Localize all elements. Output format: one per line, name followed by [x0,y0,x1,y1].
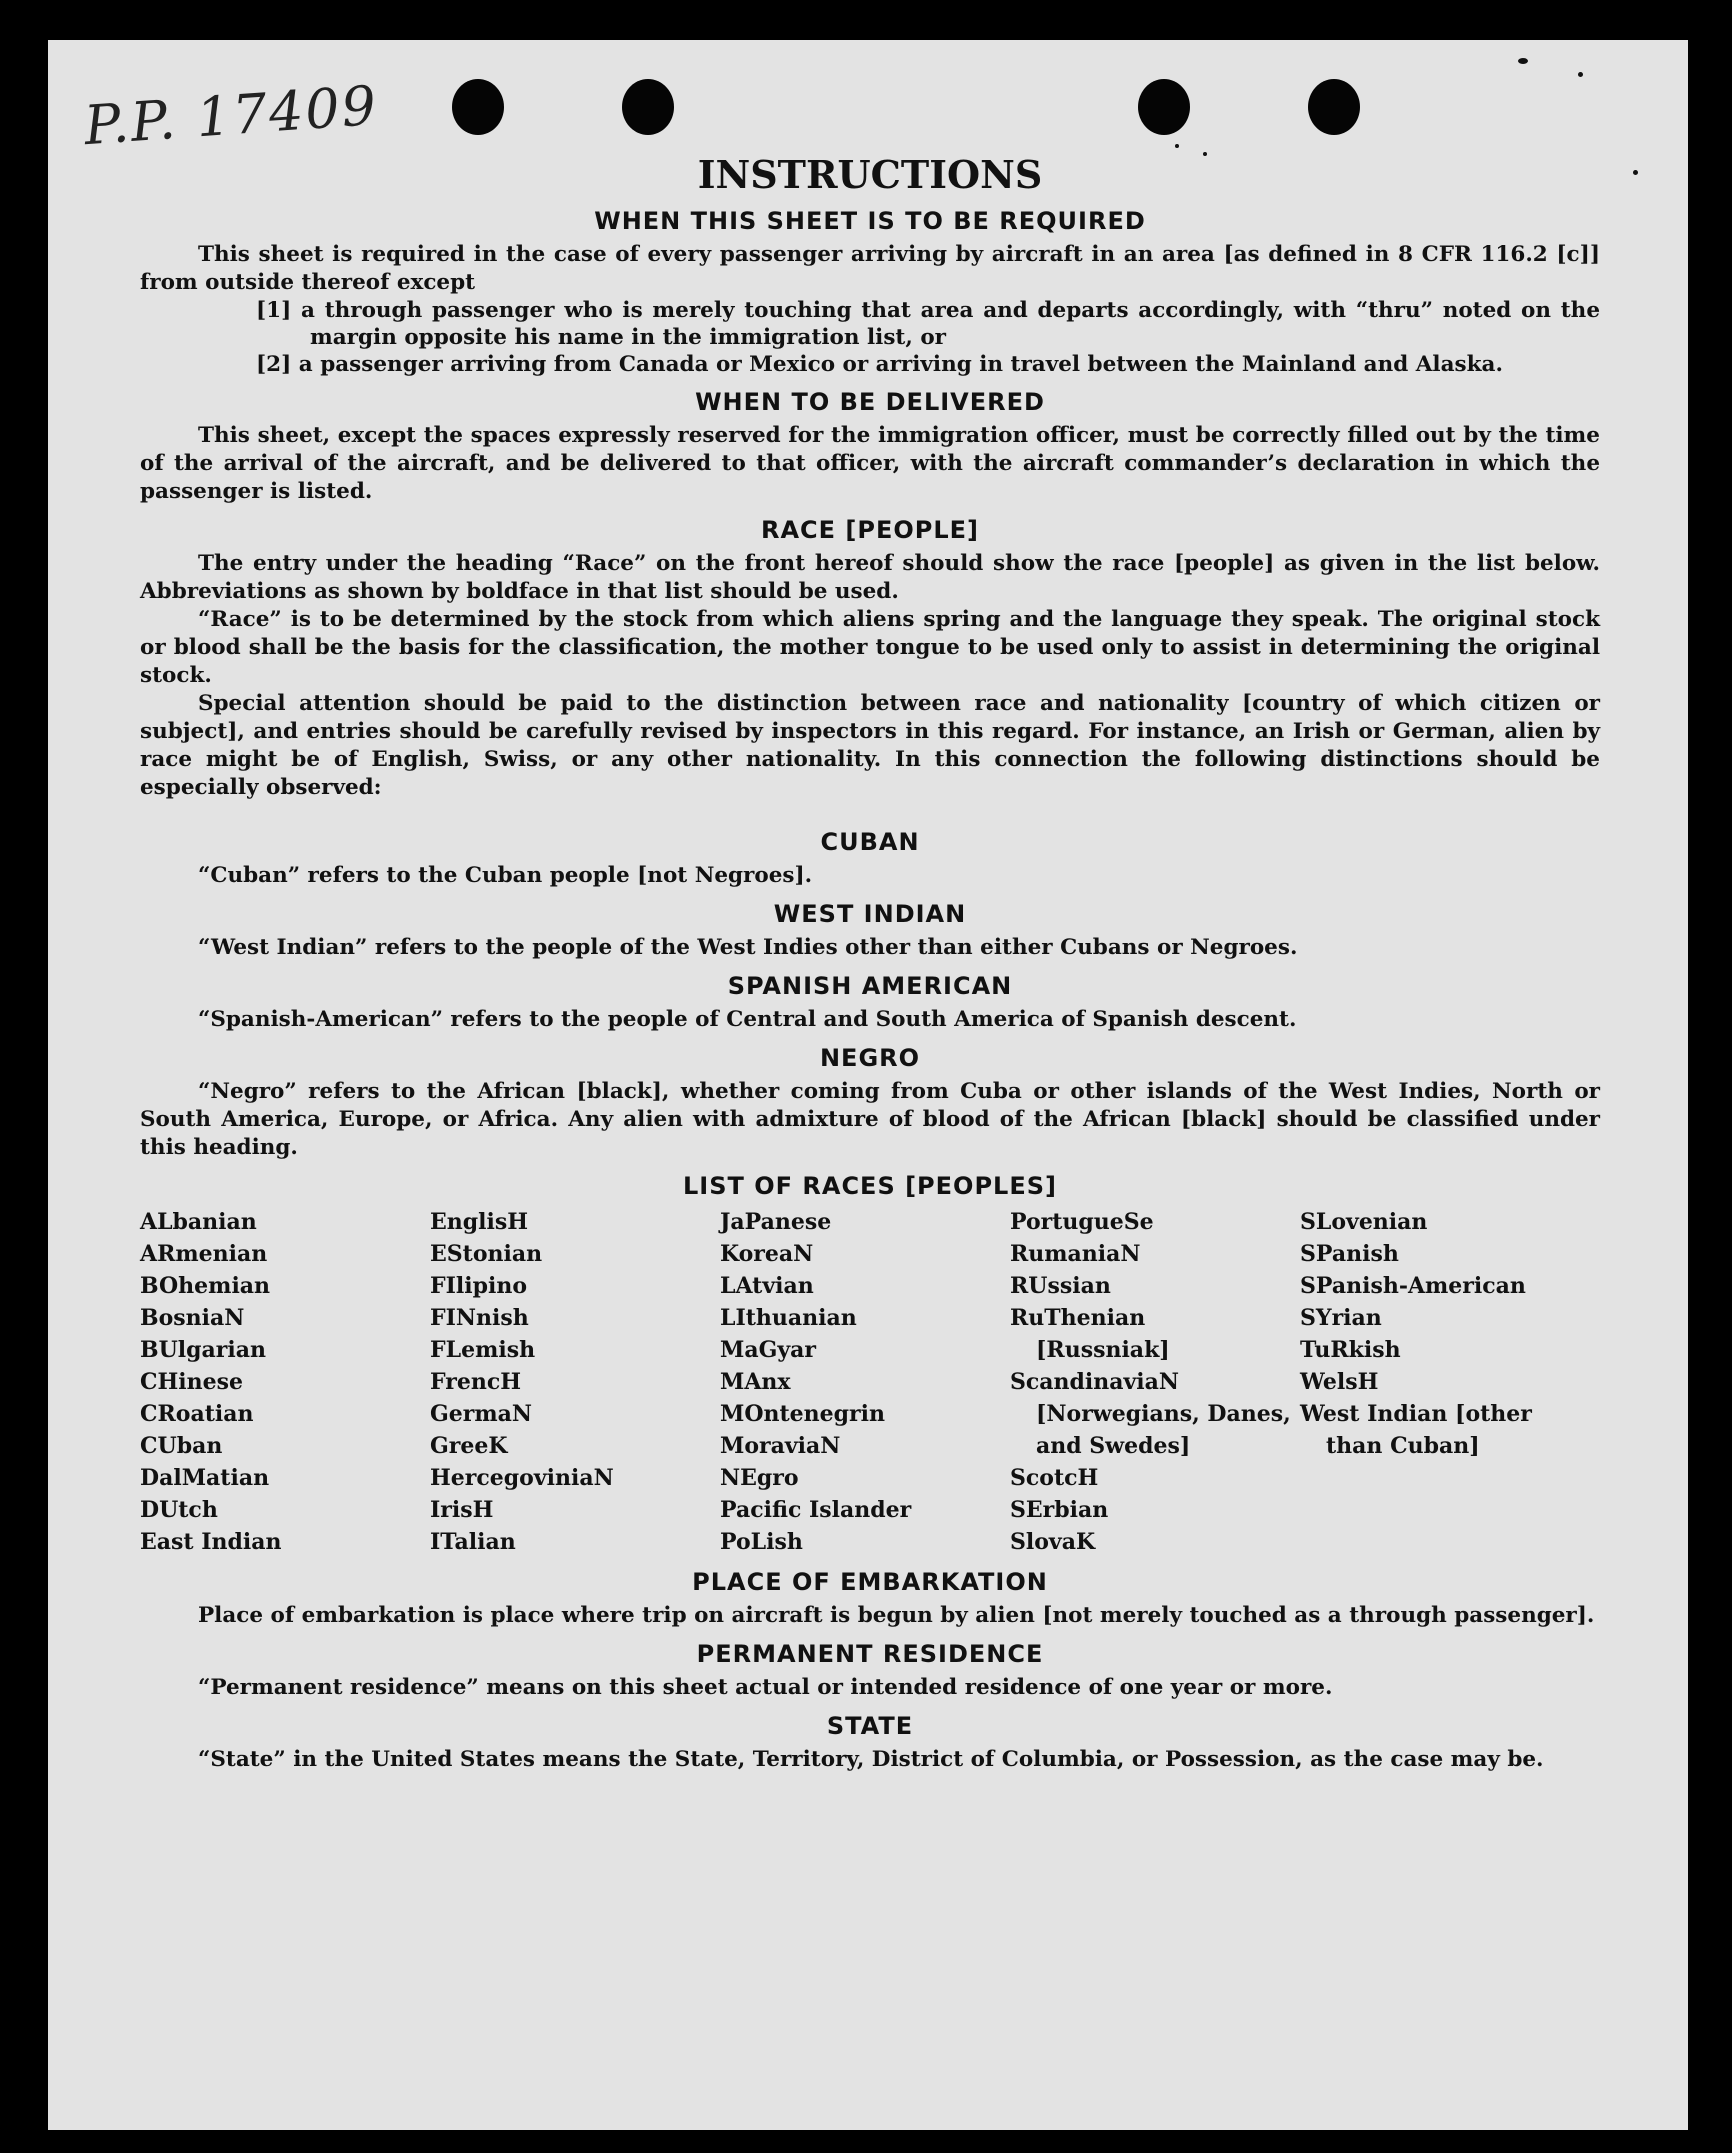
race-entry: TuRkish [1300,1337,1401,1363]
race-entry: PoLish [720,1529,803,1555]
races-column [720,1206,1010,1558]
race-entry: WelsH [1300,1369,1379,1395]
heading-state: STATE [826,1712,914,1740]
race-entry: Pacific Islander [720,1497,912,1523]
ink-speck [1518,58,1528,64]
race-entry: FrencH [430,1369,521,1395]
race-entry: DalMatian [140,1465,270,1491]
races-list [140,1206,1600,1558]
paragraph-race-2: “Race” is to be determined by the stock from which aliens spring and the language they speak. The original stock or blood shall be the basis for the classification, the mother tongue to be used only to assist in determining the original stock. [140,607,1600,688]
race-entry: SlovaK [1010,1529,1096,1555]
race-entry: MOntenegrin [720,1401,885,1427]
heading-west-indian: WEST INDIAN [773,900,967,928]
heading-embarkation: PLACE OF EMBARKATION [692,1568,1048,1596]
document-page [48,40,1688,2130]
heading-spanish-american: SPANISH AMERICAN [727,972,1013,1000]
race-entry: GreeK [430,1433,508,1459]
race-entry: SErbian [1010,1497,1109,1523]
races-column [140,1206,430,1558]
race-entry: West Indian [other than Cuban] [1300,1401,1532,1459]
race-entry: SYrian [1300,1305,1382,1331]
punch-hole [452,79,504,135]
race-entry: PortugueSe [1010,1209,1154,1235]
paragraph-race-1: The entry under the heading “Race” on the front hereof should show the race [people] as given in the list below. Abbreviations as shown by boldface in that list should be used. [140,551,1600,604]
handwritten-file-number: P.P. 17409 [82,73,380,158]
exception-item-2: [2] a passenger arriving from Canada or Mexico or arriving in travel between the Mainland and Alaska. [256,352,1503,377]
heading-permanent-residence: PERMANENT RESIDENCE [696,1640,1044,1668]
race-entry: DUtch [140,1497,218,1523]
race-entry: BUlgarian [140,1337,266,1363]
paragraph-race-3: Special attention should be paid to the distinction between race and nationality [country of which citizen or subject], and entries should be carefully revised by inspectors in this regard. For instance, an Irish or German, alien by race might be of English, Swiss, or any other nationality. In this connection the following distinctions should be especially observed: [140,691,1600,800]
paragraph-cuban: “Cuban” refers to the Cuban people [not Negroes]. [198,863,813,888]
race-entry: SPanish [1300,1241,1399,1267]
race-entry: ALbanian [140,1209,257,1235]
heading-when-required: WHEN THIS SHEET IS TO BE REQUIRED [594,207,1146,235]
race-entry: BosniaN [140,1305,245,1331]
race-entry: FIlipino [430,1273,528,1299]
race-entry: ARmenian [140,1241,268,1267]
punch-hole [1138,79,1190,135]
exception-item-1: [1] a through passenger who is merely touching that area and departs accordingly, with “thru” noted on the margin opposite his name in the immigration list, or [256,298,1600,350]
race-entry: CUban [140,1433,223,1459]
ink-speck [1578,72,1583,77]
race-entry: RUssian [1010,1273,1111,1299]
punch-hole [1308,79,1360,135]
race-entry: FINnish [430,1305,529,1331]
race-entry: CHinese [140,1369,244,1395]
paragraph-spanish-american: “Spanish-American” refers to the people of Central and South America of Spanish descent. [198,1007,1297,1032]
race-entry: ITalian [430,1529,516,1555]
race-entry: CRoatian [140,1401,254,1427]
race-entry: NEgro [720,1465,799,1491]
race-entry: MAnx [720,1369,791,1395]
races-column [430,1206,720,1558]
race-entry: EnglisH [430,1209,529,1235]
page-title: INSTRUCTIONS [697,152,1043,197]
race-entry: MaGyar [720,1337,817,1363]
race-entry: EStonian [430,1241,543,1267]
race-entry: RuThenian [Russniak] [1010,1305,1170,1363]
races-column [1300,1206,1600,1558]
race-entry: ScandinaviaN [Norwegians, Danes, and Swedes] [1010,1369,1291,1459]
ink-speck [1633,170,1638,175]
race-entry: IrisH [430,1497,494,1523]
ink-speck [1175,144,1179,148]
race-entry: SPanish-American [1300,1273,1526,1299]
paragraph-state: “State” in the United States means the State, Territory, District of Columbia, or Possession, as the case may be. [198,1747,1544,1772]
race-entry: East Indian [140,1529,282,1555]
punch-hole [622,79,674,135]
race-entry: KoreaN [720,1241,814,1267]
paragraph-embarkation: Place of embarkation is place where trip on aircraft is begun by alien [not merely touched as a through passenger]. [198,1603,1595,1628]
race-entry: MoraviaN [720,1433,841,1459]
race-entry: LAtvian [720,1273,814,1299]
heading-list-of-races: LIST OF RACES [PEOPLES] [683,1172,1057,1200]
heading-race: RACE [PEOPLE] [760,516,980,544]
race-entry: ScotcH [1010,1465,1099,1491]
heading-when-delivered: WHEN TO BE DELIVERED [695,388,1045,416]
heading-negro: NEGRO [819,1044,921,1072]
race-entry: RumaniaN [1010,1241,1141,1267]
race-entry: FLemish [430,1337,536,1363]
paragraph-negro: “Negro” refers to the African [black], whether coming from Cuba or other islands of the West Indies, North or South America, Europe, or Africa. Any alien with admixture of blood of the African [black] should be classified under this heading. [140,1079,1600,1160]
heading-cuban: CUBAN [820,828,920,856]
paragraph-when-delivered: This sheet, except the spaces expressly reserved for the immigration officer, must be correctly filled out by the time of the arrival of the aircraft, and be delivered to that officer, with the aircraft commander’s declaration in which the passenger is listed. [140,423,1600,504]
race-entry: GermaN [430,1401,533,1427]
race-entry: SLovenian [1300,1209,1428,1235]
paragraph-when-required: This sheet is required in the case of every passenger arriving by aircraft in an area [as defined in 8 CFR 116.2 [c]] from outside thereof except [140,242,1600,295]
instructions-content [140,152,1600,1774]
races-column [1010,1206,1300,1558]
paragraph-west-indian: “West Indian” refers to the people of the West Indies other than either Cubans or Negroes. [198,935,1298,960]
race-entry: JaPanese [720,1209,832,1235]
race-entry: LIthuanian [720,1305,857,1331]
paragraph-permanent-residence: “Permanent residence” means on this sheet actual or intended residence of one year or more. [198,1675,1333,1700]
race-entry: HercegoviniaN [430,1465,614,1491]
race-entry: BOhemian [140,1273,271,1299]
